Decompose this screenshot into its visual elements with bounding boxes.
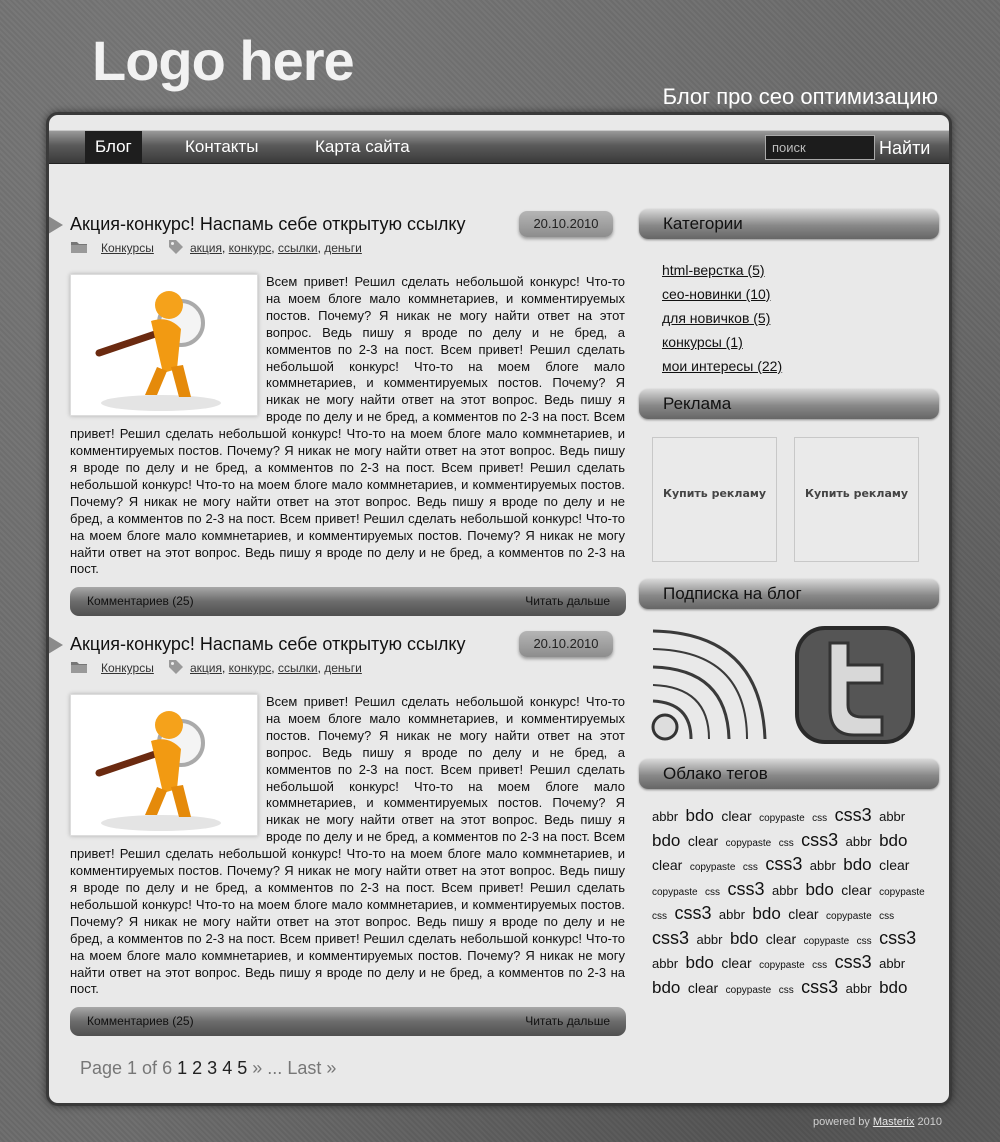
tag-cloud-link[interactable]: clear [879,857,910,873]
tag-cloud-link[interactable]: clear [721,808,752,824]
category-link[interactable]: для новичков (5) [662,310,771,326]
tag-cloud-link[interactable]: abbr [718,907,745,922]
tag-cloud-link[interactable]: css3 [801,829,839,850]
tag-icon [168,239,184,255]
post-image [70,694,258,836]
post-title[interactable]: Акция-конкурс! Наспамь себе открытую ссылку [70,634,466,654]
tag-cloud-link[interactable]: css [652,911,667,922]
ad-banner[interactable]: Купить рекламу [652,437,777,562]
search-man-icon [71,695,257,835]
tag-cloud-link[interactable]: bdo [879,830,908,850]
categories-list [662,262,782,382]
list-item [662,262,782,286]
tag-cloud-link[interactable]: css [778,984,794,996]
tag-cloud-link[interactable]: copypaste [879,886,925,898]
post-tag-link[interactable]: ссылки [277,661,318,675]
ads-widget-title: Реклама [639,389,939,419]
categories-widget-title: Категории [639,209,939,239]
tag-cloud-link[interactable]: bdo [685,806,714,825]
page-link[interactable]: 5 [237,1058,248,1078]
content-frame: Блог Контакты Карта сайта поиск Найти Акция-конкурс! Наспамь себе открытую ссылку 20.10.2010 Конкурсы акция, конкурс, ссылки, деньги Всем привет! Решил сделать небольшой конкурс! Что-то на моем блоге мало коммнетариев, и комментируемых постов. Почему? Я никак не могу найти ответ на этот вопрос. Ведь пишу я вроде по делу и не бред, а комментов по 2-3 на пост. Всем привет! Решил сделать небольшой конкурс! Что-то на моем блоге мало коммнетариев, и комментируемых постов. Почему? Я никак не могу найти ответ на этот вопрос. Ведь пишу я вроде по делу и не бред, а комментов по 2-3 на пост. Всем привет! Решил сделать небольшой конкурс! Что-то на моем блоге мало коммнетариев, и комментируемых постов. Почему? Я никак не могу найти ответ на этот вопрос. Ведь пишу я вроде по делу и не бред, а комментов по 2-3 на пост. Всем привет! Решил сделать небольшой конкурс! Что-то на моем блоге мало коммнетариев, и комментируемых постов. Почему? Я никак не могу найти ответ на этот вопрос. Ведь пишу я вроде по делу и не бред, а комментов по 2-3 на пост. Всем привет! Решил сделать небольшой конкурс! Что-то на моем блоге мало коммнетариев, и комментируемых постов. Почему? Я никак не могу найти ответ на этот вопрос. Ведь пишу я вроде по делу и не бред, а комментов по 2-3 на пост. Комментариев (25) Читать дальше Акция-конкурс! Наспамь себе открытую ссылку 20.10.2010 Конкурсы акция, конкурс, ссылки, деньги Всем привет! Решил сделать небольшой конкурс! Что-то на моем блоге мало коммнетариев, и комментируемых постов. Почему? Я никак не могу найти ответ на этот вопрос. Ведь пишу я вроде по делу и не бред, а комментов по 2-3 на пост. Всем привет! Решил сделать небольшой конкурс! Что-то на моем блоге мало коммнетариев, и комментируемых постов. Почему? Я никак не могу найти ответ на этот вопрос. Ведь пишу я вроде по делу и не бред, а комментов по 2-3 на пост. Всем привет! Решил сделать небольшой конкурс! Что-то на моем блоге мало коммнетариев, и комментируемых постов. Почему? Я никак не могу найти ответ на этот вопрос. Ведь пишу я вроде по делу и не бред, а комментов по 2-3 на пост. Всем привет! Решил сделать небольшой конкурс! Что-то на моем блоге мало коммнетариев, и комментируемых постов. Почему? Я никак не могу найти ответ на этот вопрос. Ведь пишу я вроде по делу и не бред, а комментов по 2-3 на пост. Всем привет! Решил сделать небольшой конкурс! Что-то на моем блоге мало коммнетариев, и комментируемых постов. Почему? Я никак не могу найти ответ на этот вопрос. Ведь пишу я вроде по делу и не бред, а комментов по 2-3 на пост. Комментариев (25) Читать дальше Page 1 of 6 1 2 3 4 5 » ... Last » Категории html-верстка (5) сео-новинки (10) для новичков (5) конкурсы (1) мои интересы (22) Реклама Купить рекламу Купить рекламу Подписка на блог Облако тегов abbr bdo clear copypaste css css3 abbr bdo clear copypaste css css3 abbr bdo clear copypaste css css3 abbr bdo clear copypaste css css3 abbr bdo clear copypaste css css3 abbr bdo clear copypaste css css3 abbr bdo clear copypaste css css3 abbr bdo clear copypaste css css3 abbr bdo clear copypaste css css3 abbr bdo [46,112,952,1106]
post-tag-link[interactable]: деньги [324,241,362,255]
tag-cloud-link[interactable]: bdo [729,928,759,948]
next-page-link[interactable]: » [252,1058,263,1078]
post-text: Всем привет! Решил сделать небольшой конкурс! Что-то на моем блоге мало коммнетариев, и комментируемых постов. Почему? Я никак не могу найти ответ на этот вопрос. Ведь пишу я вроде по делу и не бред, а комментов по 2-3 на пост. Всем привет! Решил сделать небольшой конкурс! Что-то на моем блоге мало коммнетариев, и комментируемых постов. Почему? Я никак не могу найти ответ на этот вопрос. Ведь пишу я вроде по делу и не бред, а комментов по 2-3 на пост. Всем привет! Решил сделать небольшой конкурс! Что-то на моем блоге мало коммнетариев, и комментируемых постов. Почему? Я никак не могу найти ответ на этот вопрос. Ведь пишу я вроде по делу и не бред, а комментов по 2-3 на пост. Всем привет! Решил сделать небольшой конкурс! Что-то на моем блоге мало коммнетариев, и комментируемых постов. Почему? Я никак не могу найти ответ на этот вопрос. Ведь пишу я вроде по делу и не бред, а комментов по 2-3 на пост. Всем привет! Решил сделать небольшой конкурс! Что-то на моем блоге мало коммнетариев, и комментируемых постов. Почему? Я никак не могу найти ответ на этот вопрос. Ведь пишу я вроде по делу и не бред, а комментов по 2-3 на пост. [70,274,625,577]
tag-cloud-link[interactable]: abbr [652,956,679,971]
tag-cloud-link[interactable]: abbr [771,882,798,898]
tag-cloud-link[interactable]: clear [687,832,719,849]
tag-cloud-link[interactable]: abbr [845,980,872,996]
tag-cloud-link[interactable]: css [856,935,872,947]
post-tag-link[interactable]: конкурс [228,661,272,675]
nav-item-blog[interactable]: Блог [85,131,142,163]
post-body [70,694,625,998]
tag-cloud-link[interactable]: bdo [652,830,681,850]
list-item [662,358,782,382]
pagination-ellipsis: ... [267,1058,283,1078]
site-logo[interactable]: Logo here [92,29,354,92]
post-category-link[interactable]: Конкурсы [101,241,154,255]
post-tag-link[interactable]: конкурс [228,241,272,255]
last-page-link[interactable]: Last » [287,1058,337,1078]
tag-cloud-link[interactable]: clear [841,881,872,898]
tag-cloud-link[interactable]: clear [687,979,719,996]
tag-cloud-link[interactable]: copypaste [826,911,872,922]
category-link[interactable]: html-верстка (5) [662,262,765,278]
footer-year: 2010 [917,1116,942,1128]
tag-cloud-link[interactable]: clear [652,857,683,873]
post-date-badge: 20.10.2010 [519,211,613,237]
list-item [662,334,782,358]
comments-link[interactable]: Комментариев (25) [87,1014,194,1028]
tag-cloud-link[interactable]: css3 [879,927,917,948]
twitter-icon[interactable] [794,625,916,745]
folder-icon [70,240,88,254]
post-tag-link[interactable]: ссылки [277,241,318,255]
tag-cloud-link[interactable]: copypaste [652,886,698,898]
tag-cloud-link[interactable]: bdo [752,904,781,923]
read-more-link[interactable]: Читать дальше [525,1014,610,1028]
tag-cloud-link[interactable]: bdo [879,977,908,997]
tag-cloud-link[interactable]: css [879,911,895,922]
tag-cloud-link[interactable]: copypaste [689,862,736,873]
subscribe-widget-title: Подписка на блог [639,579,939,609]
page-link[interactable]: 2 [192,1058,203,1078]
search-input[interactable] [765,135,875,160]
tag-cloud-link[interactable]: css3 [765,854,803,874]
tag-cloud-link[interactable]: abbr [879,809,906,824]
search-man-icon [71,275,257,415]
footer-author-link[interactable]: Masterix [872,1116,915,1128]
tag-cloud-link[interactable]: bdo [843,855,872,874]
tag-cloud-link[interactable]: css [812,960,828,971]
list-item [662,286,782,310]
tag-cloud-link[interactable]: copypaste [803,935,850,947]
site-tagline: Блог про сео оптимизацию [662,84,938,109]
pagination [80,1058,336,1079]
tag-cloud-link[interactable]: bdo [652,977,681,997]
post-image [70,274,258,416]
search-button[interactable]: Найти [879,131,930,163]
footer-powered-label: powered by [812,1116,870,1128]
tag-cloud-link[interactable]: abbr [652,809,679,824]
tag-cloud-link[interactable]: clear [721,955,752,971]
page-link[interactable]: 1 [177,1058,188,1078]
nav-item-contacts[interactable]: Контакты [185,137,259,156]
post-date-badge: 20.10.2010 [519,631,613,657]
tag-cloud-link[interactable]: abbr [696,931,723,947]
pagination-summary: Page 1 of 6 [80,1058,173,1078]
comments-link[interactable]: Комментариев (25) [87,594,194,608]
tag-cloud-link[interactable]: copypaste [725,984,772,996]
post-body [70,274,625,578]
tag-cloud-link[interactable]: css3 [674,903,712,923]
tag-cloud-link[interactable]: css3 [801,976,839,997]
post-category-link[interactable]: Конкурсы [101,661,154,675]
rss-icon[interactable] [647,623,775,745]
page-link[interactable]: 4 [222,1058,233,1078]
tag-cloud-link[interactable]: css3 [834,805,872,825]
tag-cloud-link[interactable]: css [705,886,721,898]
list-item [662,310,782,334]
tag-cloud-link[interactable]: copypaste [759,813,805,824]
tag-cloud-link[interactable]: abbr [879,956,906,971]
category-link[interactable]: конкурсы (1) [662,334,743,350]
tag-cloud-link[interactable]: abbr [809,858,836,873]
post-footer [70,1007,626,1036]
category-link[interactable]: мои интересы (22) [662,358,783,374]
post-marker-icon [46,214,63,236]
tag-cloud-link[interactable]: clear [765,930,797,947]
ad-banner[interactable]: Купить рекламу [794,437,919,562]
post-title[interactable]: Акция-конкурс! Наспамь себе открытую ссылку [70,214,466,234]
post-marker-icon [46,634,63,656]
tag-cloud-link[interactable]: bdo [805,879,834,899]
tag-cloud [652,805,934,1001]
post-footer [70,587,626,616]
footer-credit [813,1116,942,1128]
category-link[interactable]: сео-новинки (10) [662,286,771,302]
tag-cloud-widget-title: Облако тегов [639,759,939,789]
tag-cloud-link[interactable]: copypaste [759,960,805,971]
tag-cloud-link[interactable]: clear [788,906,819,922]
tag-cloud-link[interactable]: abbr [845,833,872,849]
page-link[interactable]: 3 [207,1058,218,1078]
read-more-link[interactable]: Читать дальше [525,594,610,608]
tag-cloud-link[interactable]: css [812,813,828,824]
main-nav [49,130,949,164]
tag-cloud-link[interactable]: css [778,837,794,849]
post-tag-link[interactable]: акция [190,661,222,675]
tag-cloud-link[interactable]: css3 [834,952,872,972]
post-tag-link[interactable]: акция [190,241,222,255]
tag-cloud-link[interactable]: bdo [685,953,714,972]
folder-icon [70,660,88,674]
post-text: Всем привет! Решил сделать небольшой конкурс! Что-то на моем блоге мало коммнетариев, и комментируемых постов. Почему? Я никак не могу найти ответ на этот вопрос. Ведь пишу я вроде по делу и не бред, а комментов по 2-3 на пост. Всем привет! Решил сделать небольшой конкурс! Что-то на моем блоге мало коммнетариев, и комментируемых постов. Почему? Я никак не могу найти ответ на этот вопрос. Ведь пишу я вроде по делу и не бред, а комментов по 2-3 на пост. Всем привет! Решил сделать небольшой конкурс! Что-то на моем блоге мало коммнетариев, и комментируемых постов. Почему? Я никак не могу найти ответ на этот вопрос. Ведь пишу я вроде по делу и не бред, а комментов по 2-3 на пост. Всем привет! Решил сделать небольшой конкурс! Что-то на моем блоге мало коммнетариев, и комментируемых постов. Почему? Я никак не могу найти ответ на этот вопрос. Ведь пишу я вроде по делу и не бред, а комментов по 2-3 на пост. Всем привет! Решил сделать небольшой конкурс! Что-то на моем блоге мало коммнетариев, и комментируемых постов. Почему? Я никак не могу найти ответ на этот вопрос. Ведь пишу я вроде по делу и не бред, а комментов по 2-3 на пост. [70,694,625,997]
tag-cloud-link[interactable]: css3 [652,927,690,948]
tag-cloud-link[interactable]: css [742,862,758,873]
post-tag-link[interactable]: деньги [324,661,362,675]
tag-cloud-link[interactable]: copypaste [725,837,772,849]
nav-item-sitemap[interactable]: Карта сайта [315,137,410,156]
tag-icon [168,659,184,675]
tag-cloud-link[interactable]: css3 [727,878,765,899]
